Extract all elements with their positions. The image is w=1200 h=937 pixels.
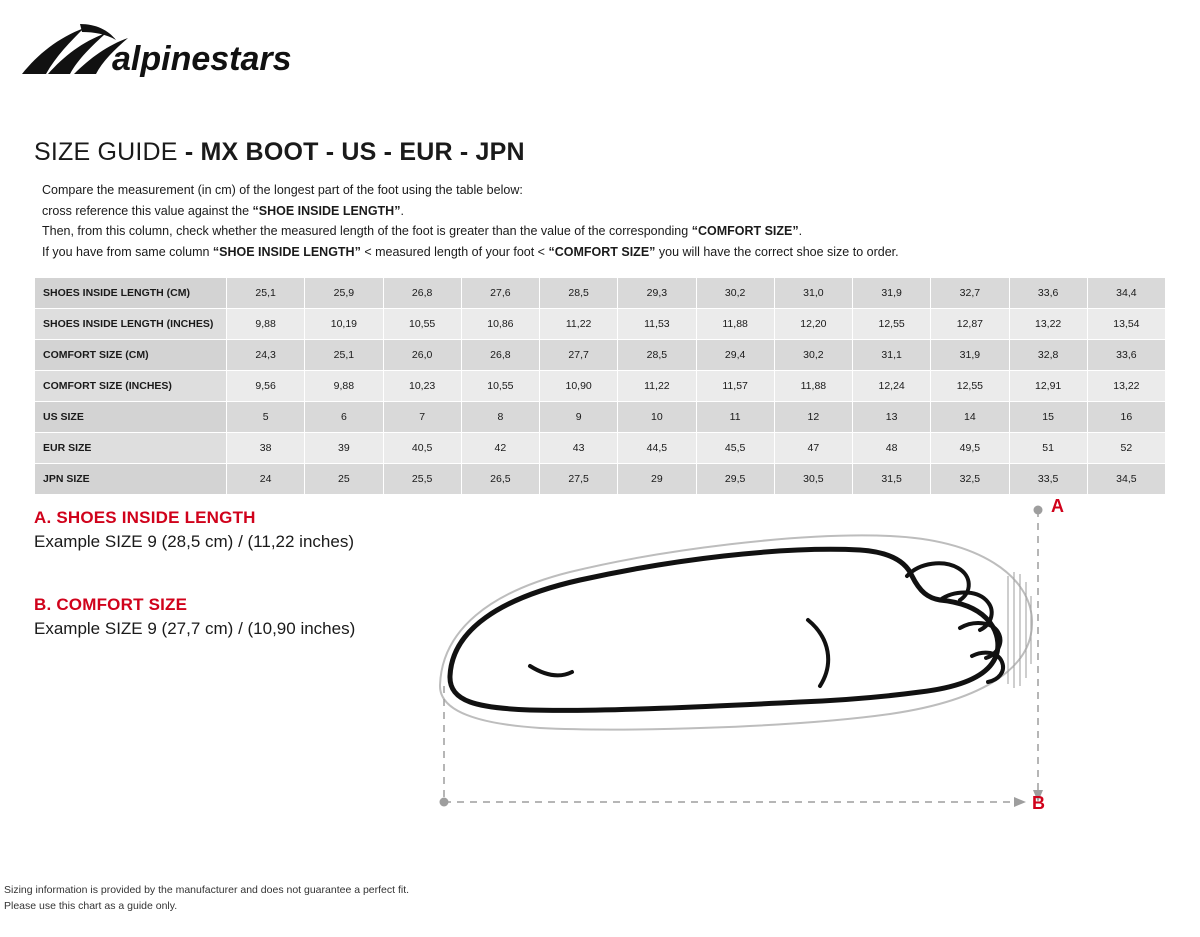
table-cell: 40,5 [383, 433, 461, 464]
table-cell: 13 [853, 402, 931, 433]
table-cell: 12,55 [931, 371, 1009, 402]
table-cell: 26,5 [461, 464, 539, 495]
table-cell: 31,0 [774, 278, 852, 309]
intro-line-3-text-c: . [798, 224, 803, 238]
legend-a-example: Example SIZE 9 (28,5 cm) / (11,22 inches) [34, 532, 354, 551]
footer-line-1: Sizing information is provided by the manufacturer and does not guarantee a perfect fit. [4, 884, 410, 896]
table-cell: 11,88 [696, 309, 774, 340]
table-cell: 10,86 [461, 309, 539, 340]
table-row-header: US SIZE [35, 402, 227, 433]
intro-line-2-text-c: . [400, 203, 404, 218]
table-cell: 25,5 [383, 464, 461, 495]
table-cell: 7 [383, 402, 461, 433]
intro-line-1 [42, 180, 1152, 201]
table-cell: 33,5 [1009, 464, 1087, 495]
table-cell: 9 [540, 402, 618, 433]
table-cell: 51 [1009, 433, 1087, 464]
legend-a-title: A. SHOES INSIDE LENGTH [34, 508, 256, 527]
table-cell: 26,8 [383, 278, 461, 309]
table-cell: 30,5 [774, 464, 852, 495]
page-title-prefix: SIZE GUIDE [34, 138, 178, 166]
table-cell: 32,7 [931, 278, 1009, 309]
table-cell: 10,90 [540, 371, 618, 402]
table-cell: 31,5 [853, 464, 931, 495]
table-row [35, 371, 1166, 402]
table-cell: 11,22 [540, 309, 618, 340]
table-cell: 32,5 [931, 464, 1009, 495]
legend-block-a [34, 508, 454, 552]
table-row [35, 433, 1166, 464]
table-cell: 12,55 [853, 309, 931, 340]
table-cell: 42 [461, 433, 539, 464]
page-title [34, 138, 525, 167]
table-cell: 34,5 [1087, 464, 1165, 495]
table-cell: 44,5 [618, 433, 696, 464]
intro-line-4-text-a: If you have from same column [42, 244, 213, 259]
table-cell: 43 [540, 433, 618, 464]
table-cell: 9,88 [227, 309, 305, 340]
table-row [35, 340, 1166, 371]
table-cell: 29,3 [618, 278, 696, 309]
table-cell: 26,0 [383, 340, 461, 371]
intro-line-4 [42, 242, 1152, 263]
table-cell: 25,1 [305, 340, 383, 371]
table-cell: 33,6 [1087, 340, 1165, 371]
intro-line-3-text-a: Then, from this column, check whether the measured length of the foot is greater than the value of the corresponding [42, 224, 692, 238]
table-cell: 8 [461, 402, 539, 433]
table-cell: 32,8 [1009, 340, 1087, 371]
table-cell: 6 [305, 402, 383, 433]
table-cell: 10,55 [383, 309, 461, 340]
table-cell: 5 [227, 402, 305, 433]
legend-b-example: Example SIZE 9 (27,7 cm) / (10,90 inches) [34, 619, 356, 638]
foot-diagram [420, 480, 1100, 840]
table-cell: 9,88 [305, 371, 383, 402]
table-cell: 12 [774, 402, 852, 433]
table-cell: 14 [931, 402, 1009, 433]
footer-line-2: Please use this chart as a guide only. [4, 900, 178, 912]
table-row-header: COMFORT SIZE (INCHES) [35, 371, 227, 402]
table-cell: 11,53 [618, 309, 696, 340]
size-table-container [34, 277, 1166, 495]
table-cell: 30,2 [774, 340, 852, 371]
table-cell: 11,57 [696, 371, 774, 402]
page-title-suffix: - MX BOOT - US - EUR - JPN [184, 138, 525, 166]
intro-line-4-text-d: “COMFORT SIZE” [548, 244, 656, 259]
table-cell: 9,56 [227, 371, 305, 402]
table-cell: 38 [227, 433, 305, 464]
intro-line-4-text-c: < measured length of your foot < [360, 244, 549, 259]
table-cell: 12,87 [931, 309, 1009, 340]
size-table [34, 277, 1166, 495]
intro-paragraph [42, 180, 1152, 262]
table-row [35, 309, 1166, 340]
table-cell: 45,5 [696, 433, 774, 464]
table-cell: 52 [1087, 433, 1165, 464]
table-cell: 24,3 [227, 340, 305, 371]
legend [34, 508, 454, 639]
table-cell: 12,20 [774, 309, 852, 340]
table-cell: 27,6 [461, 278, 539, 309]
table-cell: 16 [1087, 402, 1165, 433]
table-cell: 28,5 [540, 278, 618, 309]
intro-line-3-text-b: “COMFORT SIZE” [691, 224, 799, 238]
table-cell: 10 [618, 402, 696, 433]
table-cell: 25,9 [305, 278, 383, 309]
table-cell: 26,8 [461, 340, 539, 371]
legend-block-b [34, 595, 454, 639]
table-cell: 13,54 [1087, 309, 1165, 340]
brand-logo [8, 12, 308, 82]
table-row-header: SHOES INSIDE LENGTH (CM) [35, 278, 227, 309]
table-cell: 28,5 [618, 340, 696, 371]
table-cell: 29,4 [696, 340, 774, 371]
table-row-header: COMFORT SIZE (CM) [35, 340, 227, 371]
intro-line-4-text-e: you will have the correct shoe size to order. [655, 244, 899, 259]
diagram-label-b: B [1032, 793, 1045, 813]
table-cell: 31,9 [931, 340, 1009, 371]
table-cell: 30,2 [696, 278, 774, 309]
table-row-header: JPN SIZE [35, 464, 227, 495]
table-cell: 34,4 [1087, 278, 1165, 309]
table-cell: 24 [227, 464, 305, 495]
intro-line-1-text: Compare the measurement (in cm) of the longest part of the foot using the table below: [42, 183, 523, 197]
table-cell: 25,1 [227, 278, 305, 309]
table-cell: 12,24 [853, 371, 931, 402]
table-cell: 13,22 [1009, 309, 1087, 340]
table-cell: 25 [305, 464, 383, 495]
table-cell: 10,19 [305, 309, 383, 340]
table-cell: 11 [696, 402, 774, 433]
table-row [35, 402, 1166, 433]
table-cell: 10,23 [383, 371, 461, 402]
table-cell: 11,88 [774, 371, 852, 402]
brand-wordmark: alpinestars [112, 40, 292, 78]
table-cell: 13,22 [1087, 371, 1165, 402]
table-cell: 49,5 [931, 433, 1009, 464]
table-row [35, 278, 1166, 309]
table-cell: 27,7 [540, 340, 618, 371]
table-row-header: SHOES INSIDE LENGTH (INCHES) [35, 309, 227, 340]
intro-line-3 [42, 221, 1152, 242]
intro-line-2-text-b: “SHOE INSIDE LENGTH” [252, 203, 401, 218]
table-cell: 29 [618, 464, 696, 495]
table-cell: 27,5 [540, 464, 618, 495]
table-cell: 31,1 [853, 340, 931, 371]
footer-disclaimer [4, 882, 409, 914]
table-row-header: EUR SIZE [35, 433, 227, 464]
table-cell: 47 [774, 433, 852, 464]
table-cell: 10,55 [461, 371, 539, 402]
legend-b-title: B. COMFORT SIZE [34, 595, 188, 614]
table-cell: 11,22 [618, 371, 696, 402]
table-cell: 12,91 [1009, 371, 1087, 402]
table-cell: 39 [305, 433, 383, 464]
intro-line-2 [42, 201, 1152, 222]
table-cell: 31,9 [853, 278, 931, 309]
table-cell: 33,6 [1009, 278, 1087, 309]
intro-line-2-text-a: cross reference this value against the [42, 203, 253, 218]
table-cell: 48 [853, 433, 931, 464]
intro-line-4-text-b: “SHOE INSIDE LENGTH” [212, 244, 361, 259]
table-cell: 29,5 [696, 464, 774, 495]
diagram-label-a: A [1051, 496, 1064, 516]
table-cell: 15 [1009, 402, 1087, 433]
